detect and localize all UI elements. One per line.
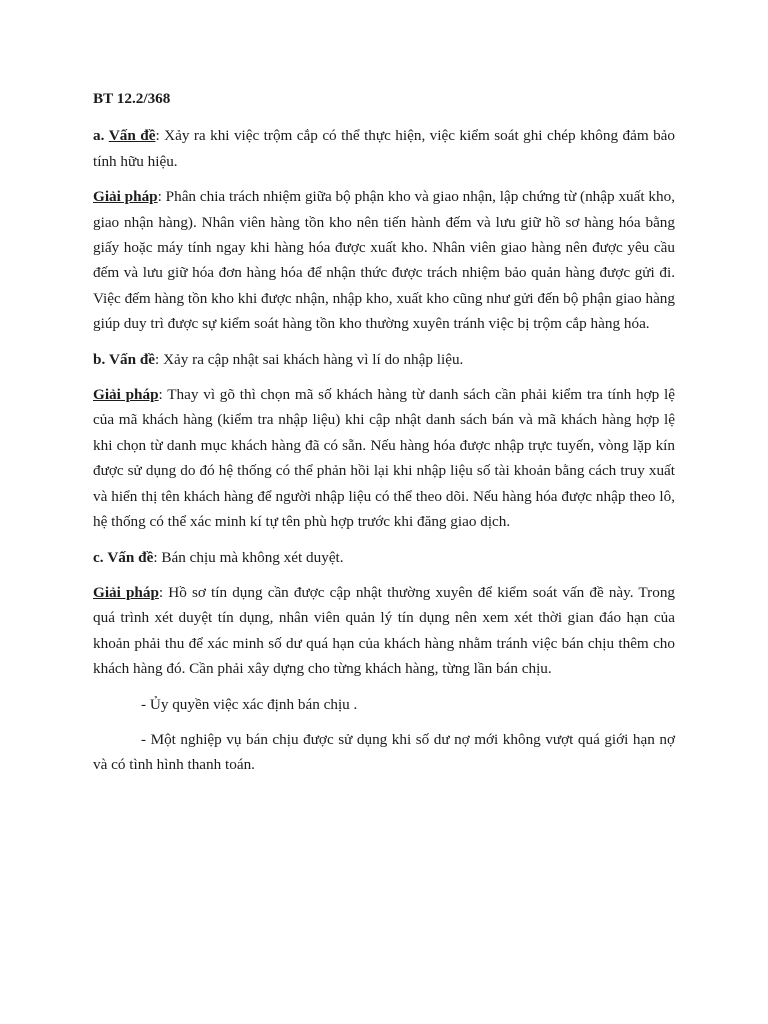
solution-text-a: : Phân chia trách nhiệm giữa bộ phận kho và giao nhận, lập chứng từ (nhập xuất kho, giao nhận hàng). Nhân viên hàng tồn kho nên tiến hành đếm và lưu giữ hồ sơ hàng hóa bằng giấy hoặc máy tính ngay khi hàng hóa được xuất kho. Nhân viên giao hàng nên được yêu cầu đếm và lưu giữ hóa đơn hàng hóa để nhận thức được trách nhiệm bảo quản hàng được gửi đi. Việc đếm hàng tồn kho khi được nhận, nhập kho, xuất kho cũng như gửi đến bộ phận giao hàng giúp duy trì được sự kiểm soát hàng tồn kho thường xuyên tránh việc bị trộm cắp hàng hóa. [93, 188, 675, 333]
document-page [93, 86, 675, 788]
solution-label-c: Giải pháp [93, 583, 159, 601]
section-letter-a: a. [93, 127, 105, 145]
solution-text-c: : Hồ sơ tín dụng cần được cập nhật thường xuyên để kiểm soát vấn đề này. Trong quá trình xét duyệt tín dụng, nhân viên quản lý tín dụng nên xem xét thời gian đáo hạn của khoản phải thu để xác minh số dư quá hạn của khách hàng nhằm tránh việc bán chịu thêm cho khách hàng đó. Cần phải xây dựng cho từng khách hàng, từng lần bán chịu. [93, 583, 676, 678]
bullet-item: - Ủy quyền việc xác định bán chịu . [141, 695, 358, 713]
problem-label-b: Vấn đề [109, 350, 156, 368]
solution-text-b: : Thay vì gõ thì chọn mã số khách hàng từ danh sách cần phải kiểm tra tính hợp lệ của mã khách hàng (kiểm tra nhập liệu) khi cập nhật danh sách bán và mã khách hàng hợp lệ khi chọn từ danh mục khách hàng đã có sẵn. Nếu hàng hóa được nhập trực tuyến, vòng lặp kín được sử dụng do đó hệ thống có thể phản hồi lại khi nhập liệu số tài khoản bằng cách truy xuất và hiển thị tên khách hàng để người nhập liệu có thể theo dõi. Nếu hàng hóa được nhập theo lô, hệ thống có thể xác minh kí tự tên phù hợp trước khi đăng giao dịch. [93, 386, 675, 531]
section-letter-b: b. [93, 350, 106, 368]
solution-label-a: Giải pháp [93, 188, 158, 206]
bullet-item: - Một nghiệp vụ bán chịu được sử dụng khi số dư nợ mới không vượt quá giới hạn nợ và có tình hình thanh toán. [93, 730, 675, 774]
solution-paragraph-a [93, 184, 675, 336]
problem-paragraph-a [93, 123, 675, 174]
problem-label-c: Vấn đề [107, 548, 154, 566]
solution-paragraph-b [93, 382, 675, 534]
problem-paragraph-c [93, 545, 675, 570]
problem-text-b: : Xảy ra cập nhật sai khách hàng vì lí do nhập liệu. [155, 350, 464, 368]
page-title: BT 12.2/368 [93, 90, 171, 107]
problem-text-a: : Xảy ra khi việc trộm cắp có thể thực hiện, việc kiểm soát ghi chép không đảm bảo tính hữu hiệu. [93, 127, 675, 170]
problem-paragraph-b [93, 347, 675, 372]
problem-label-a: Vấn đề [108, 127, 156, 145]
solution-label-b: Giải pháp [93, 386, 159, 404]
problem-text-c: : Bán chịu mà không xét duyệt. [153, 548, 344, 566]
section-letter-c: c. [93, 548, 104, 566]
solution-paragraph-c [93, 580, 675, 682]
